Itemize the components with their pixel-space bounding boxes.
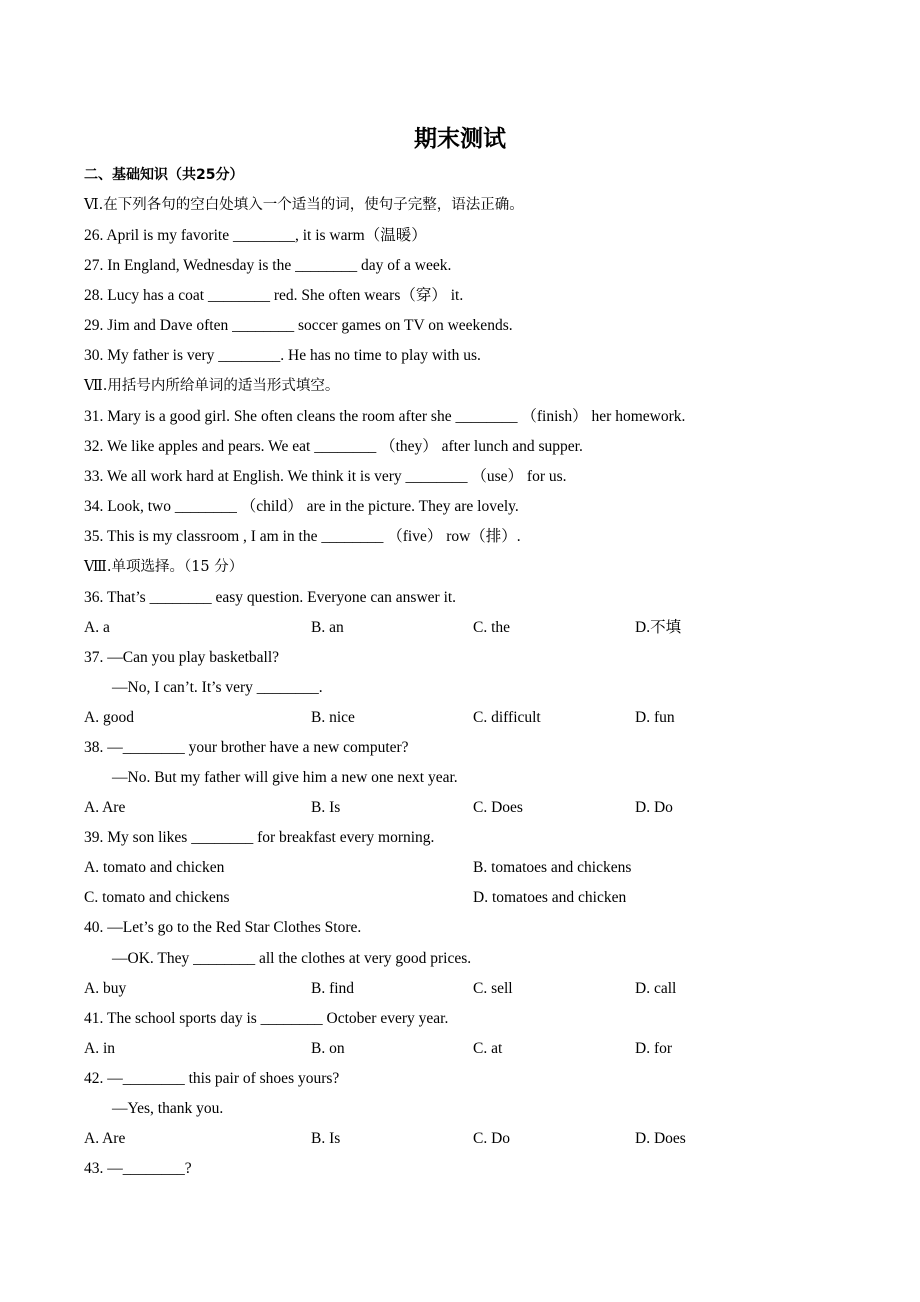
q42-option-a: A. Are	[84, 1130, 126, 1147]
q39-option-d: D. tomatoes and chicken	[473, 889, 627, 906]
q36-option-a: A. a	[84, 619, 110, 636]
q41-option-d: D. for	[635, 1040, 673, 1057]
q36-option-b: B. an	[311, 619, 344, 636]
question-37: 37. —Can you play basketball?	[84, 649, 279, 666]
question-27: 27. In England, Wednesday is the ________ day of a week.	[84, 257, 452, 274]
q36-option-c: C. the	[473, 619, 511, 636]
q38-option-c: C. Does	[473, 799, 523, 816]
question-36: 36. That’s ________ easy question. Everyone can answer it.	[84, 589, 457, 606]
q38-option-b: B. Is	[311, 799, 341, 816]
question-38-response: —No. But my father will give him a new one next year.	[112, 769, 458, 786]
q40-option-d: D. call	[635, 980, 677, 997]
q37-option-d: D. fun	[635, 709, 675, 726]
part6-instruction: Ⅵ.在下列各句的空白处填入一个适当的词，使句子完整，语法正确。	[84, 197, 524, 213]
part7-instruction: Ⅶ.用括号内所给单词的适当形式填空。	[84, 378, 340, 394]
question-40: 40. —Let’s go to the Red Star Clothes Store.	[84, 919, 362, 936]
question-29: 29. Jim and Dave often ________ soccer games on TV on weekends.	[84, 317, 513, 334]
part8-instruction: Ⅷ.单项选择。（15 分）	[84, 559, 244, 575]
question-37-response: —No, I can’t. It’s very ________.	[112, 679, 323, 696]
q37-option-c: C. difficult	[473, 709, 541, 726]
q41-option-c: C. at	[473, 1040, 503, 1057]
q41-option-a: A. in	[84, 1040, 115, 1057]
q41-option-b: B. on	[311, 1040, 345, 1057]
question-30: 30. My father is very ________. He has no time to play with us.	[84, 347, 481, 364]
q39-option-b: B. tomatoes and chickens	[473, 859, 632, 876]
q37-option-b: B. nice	[311, 709, 355, 726]
question-33: 33. We all work hard at English. We think it is very ________ （use） for us.	[84, 468, 567, 485]
q38-option-d: D. Do	[635, 799, 673, 816]
q37-option-a: A. good	[84, 709, 134, 726]
question-32: 32. We like apples and pears. We eat ________ （they） after lunch and supper.	[84, 438, 583, 455]
q42-option-d: D. Does	[635, 1130, 686, 1147]
question-31: 31. Mary is a good girl. She often cleans the room after she ________ （finish） her homework.	[84, 408, 686, 425]
question-34: 34. Look, two ________ （child） are in the picture. They are lovely.	[84, 498, 519, 515]
question-39: 39. My son likes ________ for breakfast every morning.	[84, 829, 435, 846]
question-42: 42. —________ this pair of shoes yours?	[84, 1070, 340, 1087]
question-35: 35. This is my classroom , I am in the ________ （five） row（排）.	[84, 528, 521, 545]
q40-option-c: C. sell	[473, 980, 513, 997]
question-38: 38. —________ your brother have a new computer?	[84, 739, 409, 756]
section-heading: 二、基础知识（共25分）	[84, 167, 244, 183]
q40-option-a: A. buy	[84, 980, 127, 997]
q39-option-c: C. tomato and chickens	[84, 889, 230, 906]
q42-option-c: C. Do	[473, 1130, 511, 1147]
question-28: 28. Lucy has a coat ________ red. She often wears（穿） it.	[84, 287, 464, 304]
page-title: 期末测试	[414, 126, 506, 152]
q42-option-b: B. Is	[311, 1130, 341, 1147]
question-40-response: —OK. They ________ all the clothes at very good prices.	[112, 950, 472, 967]
question-41: 41. The school sports day is ________ October every year.	[84, 1010, 449, 1027]
q40-option-b: B. find	[311, 980, 355, 997]
q36-option-d: D.不填	[635, 619, 682, 636]
q39-option-a: A. tomato and chicken	[84, 859, 225, 876]
question-26: 26. April is my favorite ________, it is warm（温暖）	[84, 227, 427, 244]
question-42-response: —Yes, thank you.	[112, 1100, 224, 1117]
question-43: 43. —________?	[84, 1160, 192, 1177]
q38-option-a: A. Are	[84, 799, 126, 816]
